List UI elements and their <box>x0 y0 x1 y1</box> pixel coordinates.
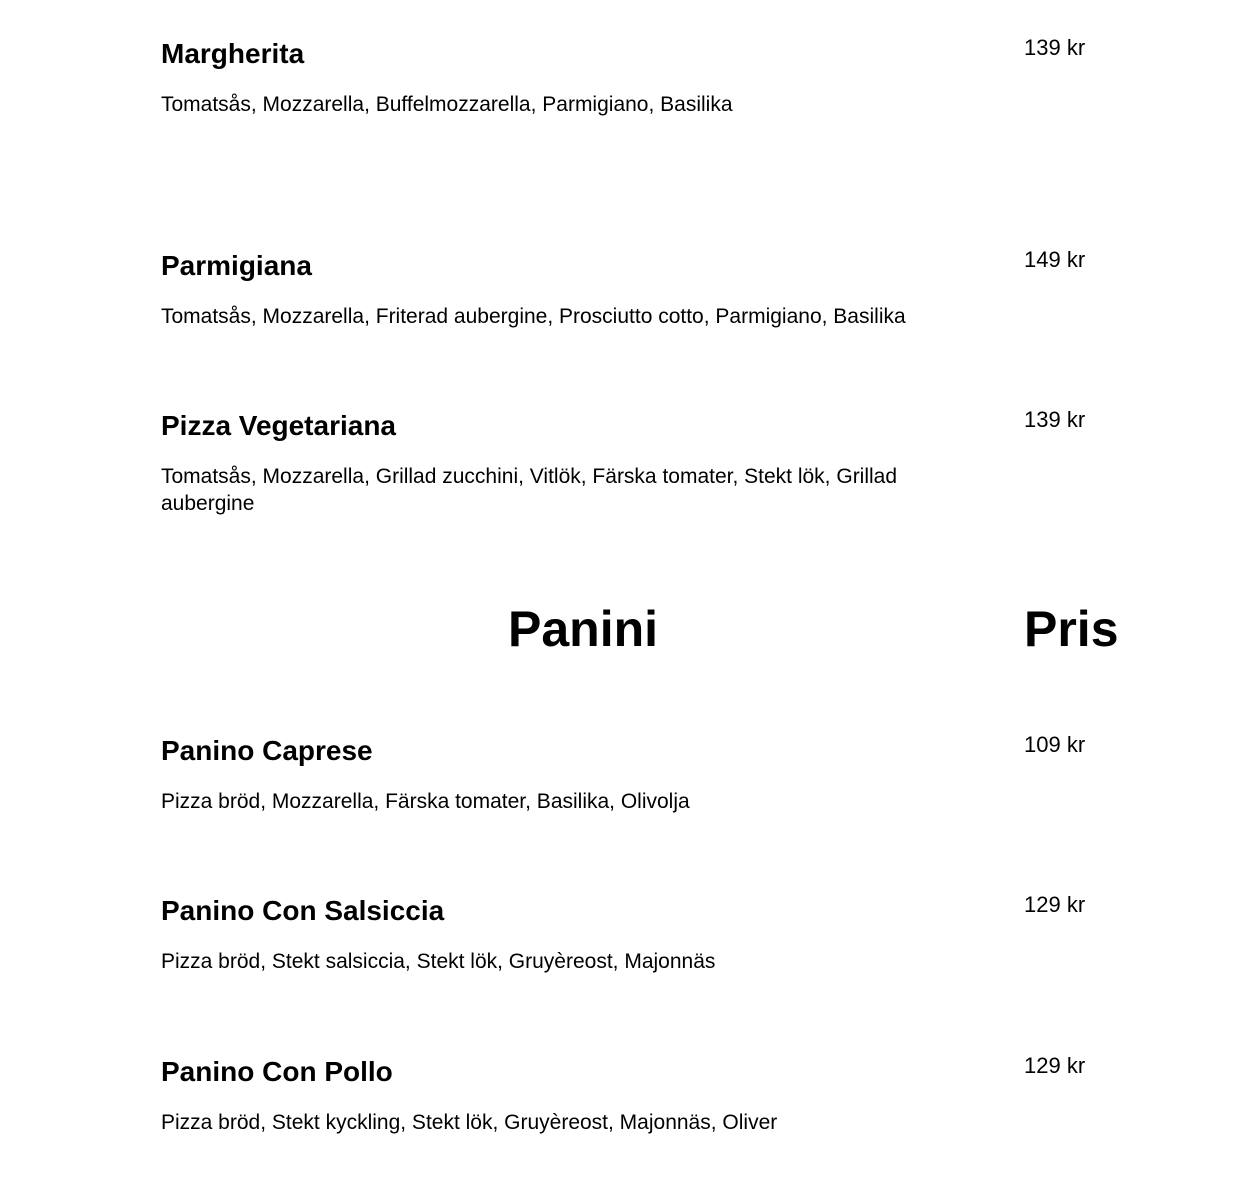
item-description: Tomatsås, Mozzarella, Grillad zucchini, Vitlök, Färska tomater, Stekt lök, Grillad aubergine <box>161 465 898 515</box>
item-description: Pizza bröd, Stekt kyckling, Stekt lök, Gruyèreost, Majonnäs, Oliver <box>161 1111 778 1134</box>
item-description: Tomatsås, Mozzarella, Buffelmozzarella, Parmigiano, Basilika <box>161 93 733 116</box>
item-name: Margherita <box>161 38 305 69</box>
item-name: Panino Con Pollo <box>161 1056 393 1087</box>
price-column-heading: Pris <box>1024 601 1119 657</box>
item-name: Parmigiana <box>161 250 312 281</box>
item-price: 129 kr <box>1024 1053 1086 1078</box>
item-description: Tomatsås, Mozzarella, Friterad aubergine, Prosciutto cotto, Parmigiano, Basilika <box>161 305 906 328</box>
item-name: Panino Caprese <box>161 735 373 766</box>
item-price: 139 kr <box>1024 35 1086 60</box>
section-heading: Panini <box>508 601 659 657</box>
item-price: 139 kr <box>1024 407 1086 432</box>
item-description: Pizza bröd, Mozzarella, Färska tomater, Basilika, Olivolja <box>161 790 690 813</box>
item-price: 149 kr <box>1024 247 1086 272</box>
item-name: Panino Con Salsiccia <box>161 895 445 926</box>
item-price: 129 kr <box>1024 892 1086 917</box>
item-price: 109 kr <box>1024 732 1086 757</box>
item-description: Pizza bröd, Stekt salsiccia, Stekt lök, Gruyèreost, Majonnäs <box>161 950 716 973</box>
item-name: Pizza Vegetariana <box>161 410 397 441</box>
